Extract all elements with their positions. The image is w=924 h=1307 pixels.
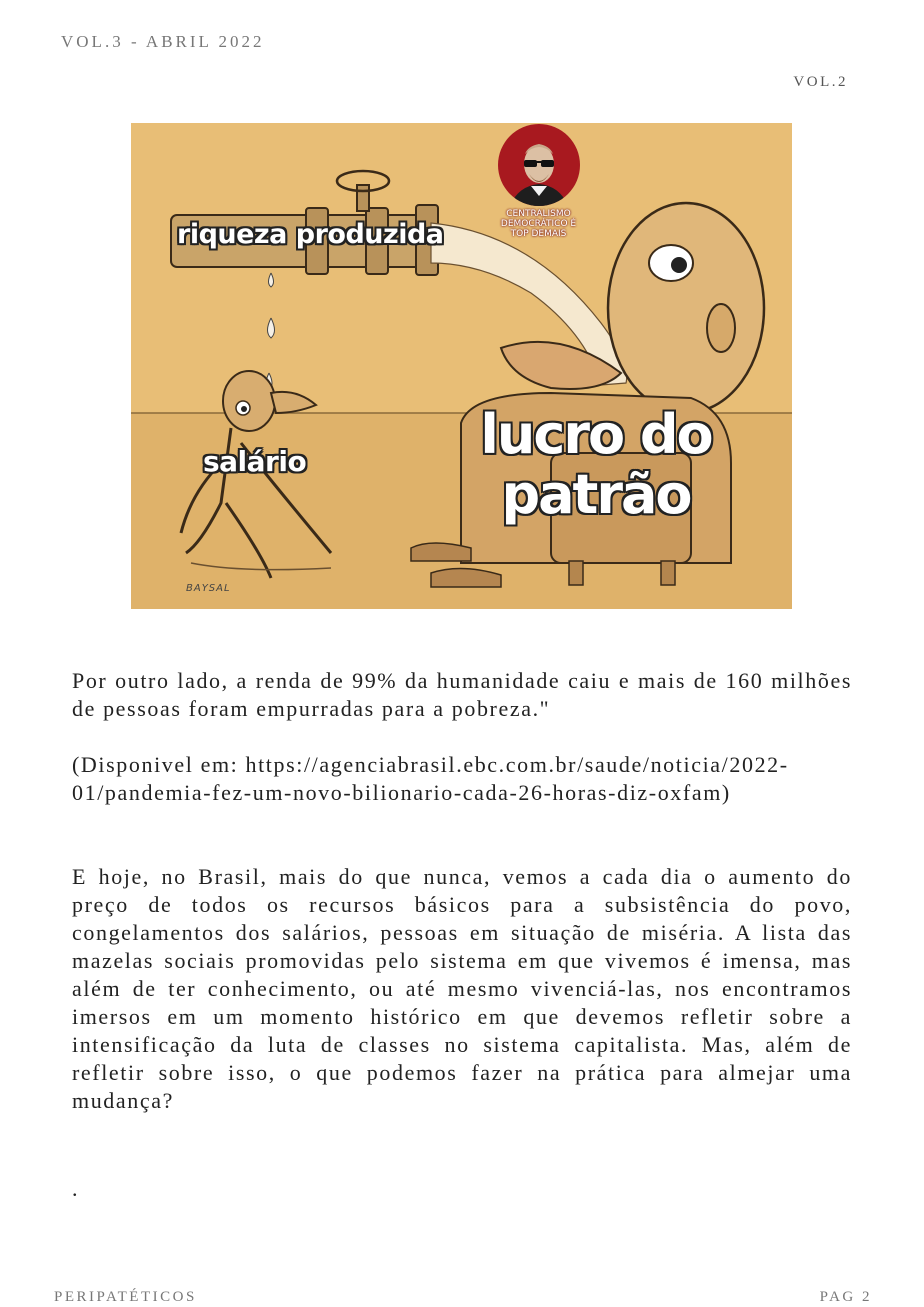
page-number: PAG 2 — [819, 1289, 872, 1305]
wage-label: salário — [203, 445, 307, 478]
volume-label: VOL.2 — [793, 74, 848, 90]
profit-label — [471, 405, 721, 525]
paragraph-1: Por outro lado, a renda de 99% da humanidade caiu e mais de 160 milhões de pessoas foram empurradas para a pobreza." — [72, 668, 852, 721]
cartoon-drawing — [131, 123, 792, 609]
paragraph-2: E hoje, no Brasil, mais do que nunca, vemos a cada dia o aumento do preço de todos os recursos básicos para a subsistência do povo, congelamentos dos salários, pessoas em situação de miséria. A lista das mazelas sociais promovidas pelo sistema em que vivemos é imensa, mas além de ter conhecimento, ou até mesmo vivenciá-las, nos encontramos imersos em um momento histórico em que devemos refletir sobre a intensificação da luta de classes no sistema capitalista. Mas, além de refletir sobre isso, o que podemos fazer na prática para almejar uma mudança? — [72, 864, 852, 1113]
avatar — [498, 124, 580, 206]
portrait-icon — [498, 124, 580, 206]
artist-signature: BAYSAL — [186, 583, 231, 594]
trailing-dot: . — [72, 1176, 80, 1201]
meme-illustration — [131, 123, 792, 609]
profit-label-line2: patrão — [501, 463, 691, 526]
issue-header: VOL.3 - ABRIL 2022 — [61, 32, 265, 51]
pipe-label: riqueza produzida — [177, 219, 444, 250]
profit-label-line1: lucro do — [480, 403, 712, 466]
avatar-caption: CENTRALISMO DEMOCRÁTICO É TOP DEMAIS — [500, 209, 577, 239]
footer-publication: PERIPATÉTICOS — [54, 1289, 197, 1305]
source-citation: (Disponivel em: https://agenciabrasil.ebc.com.br/saude/noticia/2022-01/pandemia-fez-um-novo-bilionario-cada-26-horas-diz-oxfam) — [72, 752, 789, 805]
